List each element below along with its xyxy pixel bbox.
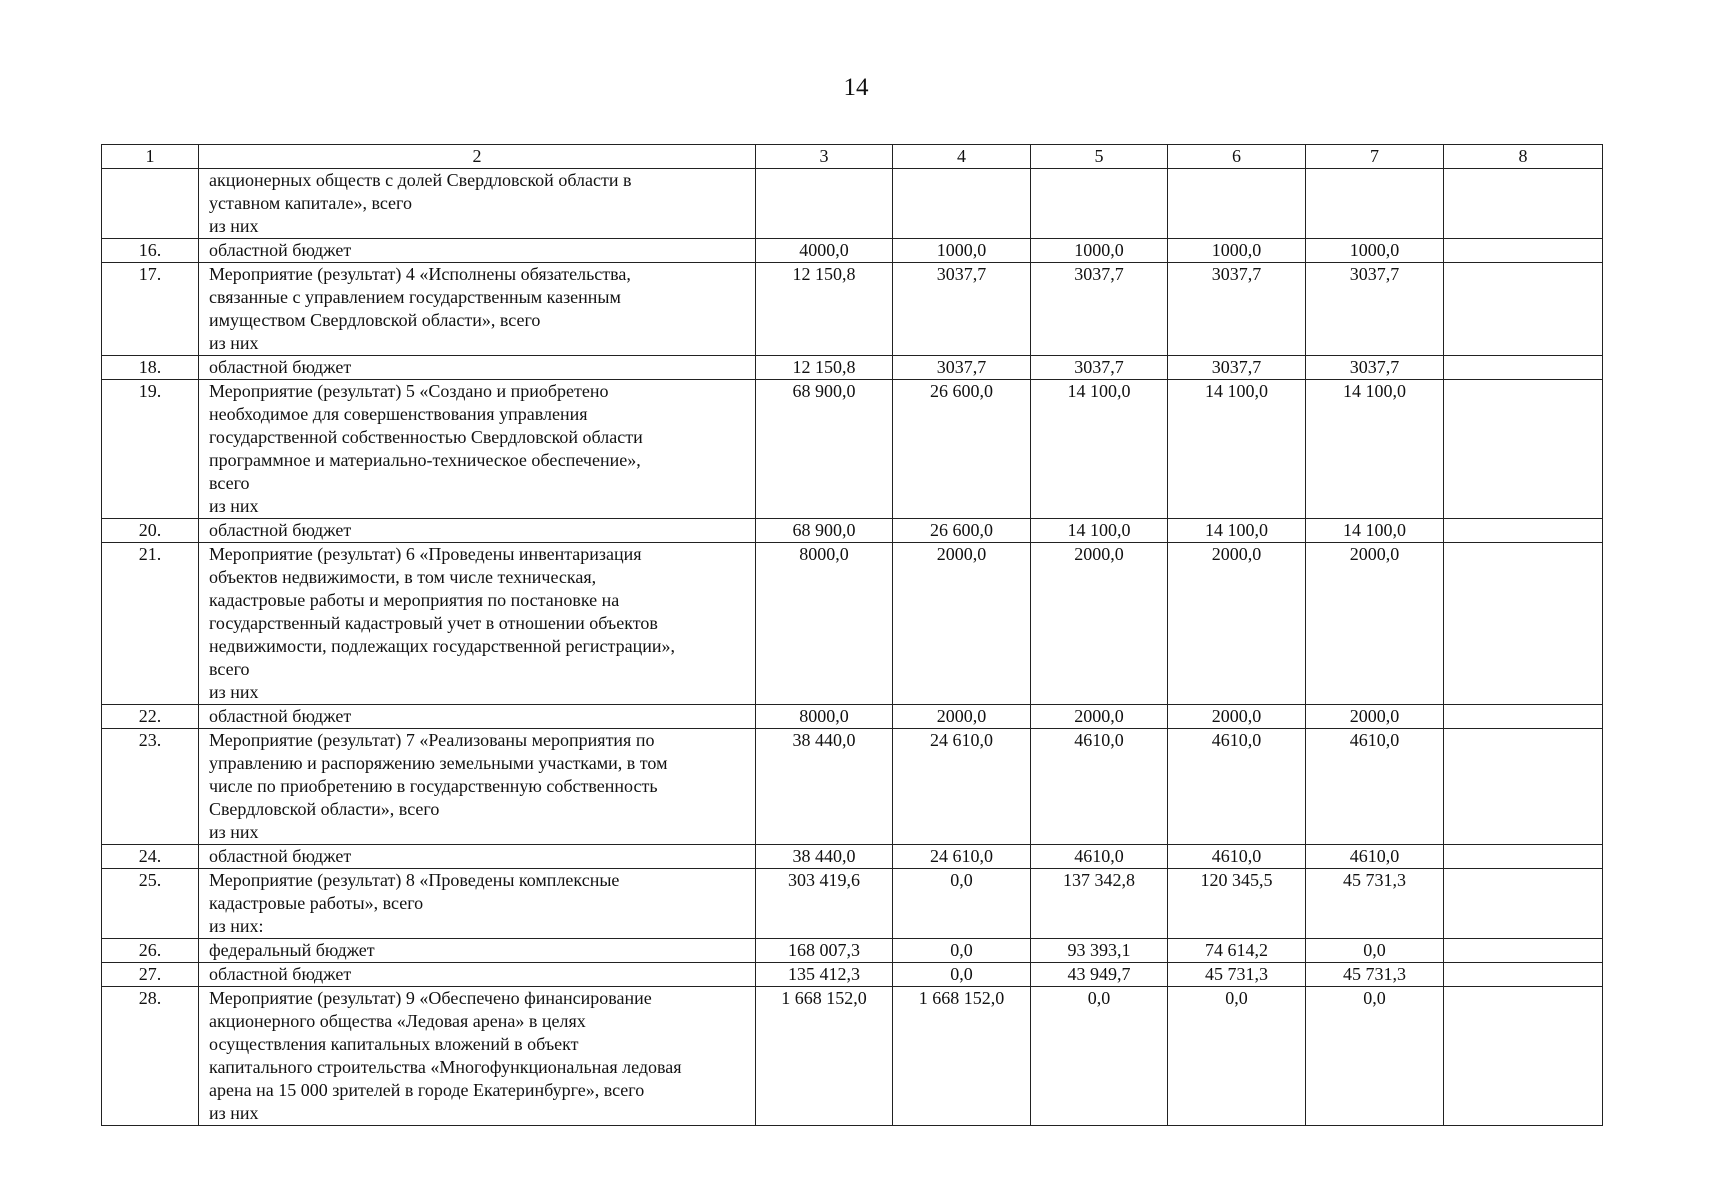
row-number-cell: 22. [102, 705, 199, 729]
value-cell-col8 [1444, 869, 1603, 939]
value-cell-col5: 14 100,0 [1031, 519, 1168, 543]
value-cell-col4: 0,0 [893, 869, 1031, 939]
description-cell: федеральный бюджет [199, 939, 756, 963]
value-cell-col3: 8000,0 [756, 543, 893, 705]
value-cell-col6: 0,0 [1168, 987, 1306, 1126]
description-cell: Мероприятие (результат) 6 «Проведены инвентаризация объектов недвижимости, в том числе техническая, кадастровые работы и мероприятия по постановке на государственный кадастровый учет в отношении объектов недвижимости, подлежащих государственной регистрации», всего из них [199, 543, 756, 705]
column-header: 8 [1444, 145, 1603, 169]
value-cell-col8 [1444, 543, 1603, 705]
column-header: 1 [102, 145, 199, 169]
value-cell-col5: 4610,0 [1031, 729, 1168, 845]
value-cell-col6: 4610,0 [1168, 729, 1306, 845]
value-cell-col6: 14 100,0 [1168, 519, 1306, 543]
value-cell-col6 [1168, 169, 1306, 239]
value-cell-col7: 0,0 [1306, 939, 1444, 963]
table-row [102, 380, 1603, 519]
value-cell-col8 [1444, 380, 1603, 519]
row-number-cell: 24. [102, 845, 199, 869]
value-cell-col4: 2000,0 [893, 543, 1031, 705]
row-number-cell: 16. [102, 239, 199, 263]
table-row [102, 987, 1603, 1126]
table-row [102, 729, 1603, 845]
table-row [102, 845, 1603, 869]
value-cell-col7: 1000,0 [1306, 239, 1444, 263]
table-row [102, 705, 1603, 729]
value-cell-col5: 4610,0 [1031, 845, 1168, 869]
description-cell: областной бюджет [199, 519, 756, 543]
value-cell-col8 [1444, 939, 1603, 963]
value-cell-col7: 4610,0 [1306, 729, 1444, 845]
value-cell-col8 [1444, 356, 1603, 380]
row-number-cell: 23. [102, 729, 199, 845]
value-cell-col8 [1444, 729, 1603, 845]
value-cell-col5: 3037,7 [1031, 263, 1168, 356]
value-cell-col3: 168 007,3 [756, 939, 893, 963]
description-cell: Мероприятие (результат) 7 «Реализованы мероприятия по управлению и распоряжению земельными участками, в том числе по приобретению в государственную собственность Свердловской области», всего из них [199, 729, 756, 845]
table-row [102, 239, 1603, 263]
value-cell-col5: 93 393,1 [1031, 939, 1168, 963]
value-cell-col3: 12 150,8 [756, 263, 893, 356]
value-cell-col3: 1 668 152,0 [756, 987, 893, 1126]
description-cell: Мероприятие (результат) 5 «Создано и приобретено необходимое для совершенствования управления государственной собственностью Свердловской области программное и материально-техническое обеспечение», всего из них [199, 380, 756, 519]
column-header: 4 [893, 145, 1031, 169]
value-cell-col7: 2000,0 [1306, 543, 1444, 705]
value-cell-col6: 14 100,0 [1168, 380, 1306, 519]
value-cell-col6: 3037,7 [1168, 263, 1306, 356]
table-row [102, 519, 1603, 543]
value-cell-col5 [1031, 169, 1168, 239]
value-cell-col8 [1444, 519, 1603, 543]
value-cell-col5: 0,0 [1031, 987, 1168, 1126]
description-cell: Мероприятие (результат) 8 «Проведены комплексные кадастровые работы», всего из них: [199, 869, 756, 939]
description-cell: Мероприятие (результат) 9 «Обеспечено финансирование акционерного общества «Ледовая арена» в целях осуществления капитальных вложений в объект капитального строительства «Многофункциональная ледовая арена на 15 000 зрителей в городе Екатеринбурге», всего из них [199, 987, 756, 1126]
value-cell-col7: 14 100,0 [1306, 380, 1444, 519]
value-cell-col7: 45 731,3 [1306, 869, 1444, 939]
row-number-cell: 19. [102, 380, 199, 519]
value-cell-col7: 0,0 [1306, 987, 1444, 1126]
value-cell-col4: 24 610,0 [893, 729, 1031, 845]
table-row [102, 543, 1603, 705]
value-cell-col4: 26 600,0 [893, 380, 1031, 519]
column-header: 2 [199, 145, 756, 169]
value-cell-col5: 2000,0 [1031, 705, 1168, 729]
description-cell: акционерных обществ с долей Свердловской области в уставном капитале», всего из них [199, 169, 756, 239]
value-cell-col3: 303 419,6 [756, 869, 893, 939]
value-cell-col5: 3037,7 [1031, 356, 1168, 380]
value-cell-col5: 137 342,8 [1031, 869, 1168, 939]
row-number-cell: 17. [102, 263, 199, 356]
table-row [102, 963, 1603, 987]
description-cell: областной бюджет [199, 356, 756, 380]
value-cell-col4: 1000,0 [893, 239, 1031, 263]
value-cell-col4 [893, 169, 1031, 239]
value-cell-col6: 74 614,2 [1168, 939, 1306, 963]
description-cell: областной бюджет [199, 239, 756, 263]
description-cell: областной бюджет [199, 705, 756, 729]
column-header: 7 [1306, 145, 1444, 169]
row-number-cell: 26. [102, 939, 199, 963]
value-cell-col6: 4610,0 [1168, 845, 1306, 869]
value-cell-col8 [1444, 169, 1603, 239]
column-number-header-row [102, 145, 1603, 169]
value-cell-col5: 1000,0 [1031, 239, 1168, 263]
value-cell-col3: 4000,0 [756, 239, 893, 263]
value-cell-col3: 12 150,8 [756, 356, 893, 380]
row-number-cell: 25. [102, 869, 199, 939]
value-cell-col5: 2000,0 [1031, 543, 1168, 705]
value-cell-col4: 0,0 [893, 963, 1031, 987]
value-cell-col4: 3037,7 [893, 356, 1031, 380]
row-number-cell: 27. [102, 963, 199, 987]
row-number-cell: 18. [102, 356, 199, 380]
value-cell-col4: 26 600,0 [893, 519, 1031, 543]
value-cell-col8 [1444, 845, 1603, 869]
table-row [102, 263, 1603, 356]
value-cell-col3: 38 440,0 [756, 845, 893, 869]
value-cell-col3: 135 412,3 [756, 963, 893, 987]
table-row [102, 169, 1603, 239]
value-cell-col4: 2000,0 [893, 705, 1031, 729]
value-cell-col7: 3037,7 [1306, 263, 1444, 356]
column-header: 3 [756, 145, 893, 169]
table-row [102, 356, 1603, 380]
row-number-cell: 28. [102, 987, 199, 1126]
value-cell-col8 [1444, 239, 1603, 263]
value-cell-col7: 4610,0 [1306, 845, 1444, 869]
description-cell: областной бюджет [199, 963, 756, 987]
value-cell-col8 [1444, 705, 1603, 729]
table-row [102, 939, 1603, 963]
value-cell-col6: 2000,0 [1168, 543, 1306, 705]
value-cell-col8 [1444, 263, 1603, 356]
value-cell-col7 [1306, 169, 1444, 239]
value-cell-col6: 1000,0 [1168, 239, 1306, 263]
value-cell-col4: 1 668 152,0 [893, 987, 1031, 1126]
value-cell-col3: 38 440,0 [756, 729, 893, 845]
value-cell-col6: 2000,0 [1168, 705, 1306, 729]
value-cell-col7: 3037,7 [1306, 356, 1444, 380]
value-cell-col8 [1444, 987, 1603, 1126]
row-number-cell: 21. [102, 543, 199, 705]
budget-table [101, 144, 1603, 1126]
value-cell-col3: 68 900,0 [756, 519, 893, 543]
value-cell-col3 [756, 169, 893, 239]
value-cell-col7: 45 731,3 [1306, 963, 1444, 987]
value-cell-col5: 43 949,7 [1031, 963, 1168, 987]
description-cell: Мероприятие (результат) 4 «Исполнены обязательства, связанные с управлением государственным казенным имуществом Свердловской области», всего из них [199, 263, 756, 356]
value-cell-col6: 45 731,3 [1168, 963, 1306, 987]
row-number-cell [102, 169, 199, 239]
description-cell: областной бюджет [199, 845, 756, 869]
value-cell-col4: 3037,7 [893, 263, 1031, 356]
value-cell-col3: 8000,0 [756, 705, 893, 729]
value-cell-col6: 120 345,5 [1168, 869, 1306, 939]
page-number: 14 [843, 74, 869, 101]
value-cell-col4: 0,0 [893, 939, 1031, 963]
value-cell-col7: 14 100,0 [1306, 519, 1444, 543]
row-number-cell: 20. [102, 519, 199, 543]
table-row [102, 869, 1603, 939]
value-cell-col5: 14 100,0 [1031, 380, 1168, 519]
column-header: 6 [1168, 145, 1306, 169]
value-cell-col3: 68 900,0 [756, 380, 893, 519]
value-cell-col7: 2000,0 [1306, 705, 1444, 729]
value-cell-col4: 24 610,0 [893, 845, 1031, 869]
value-cell-col6: 3037,7 [1168, 356, 1306, 380]
value-cell-col8 [1444, 963, 1603, 987]
column-header: 5 [1031, 145, 1168, 169]
